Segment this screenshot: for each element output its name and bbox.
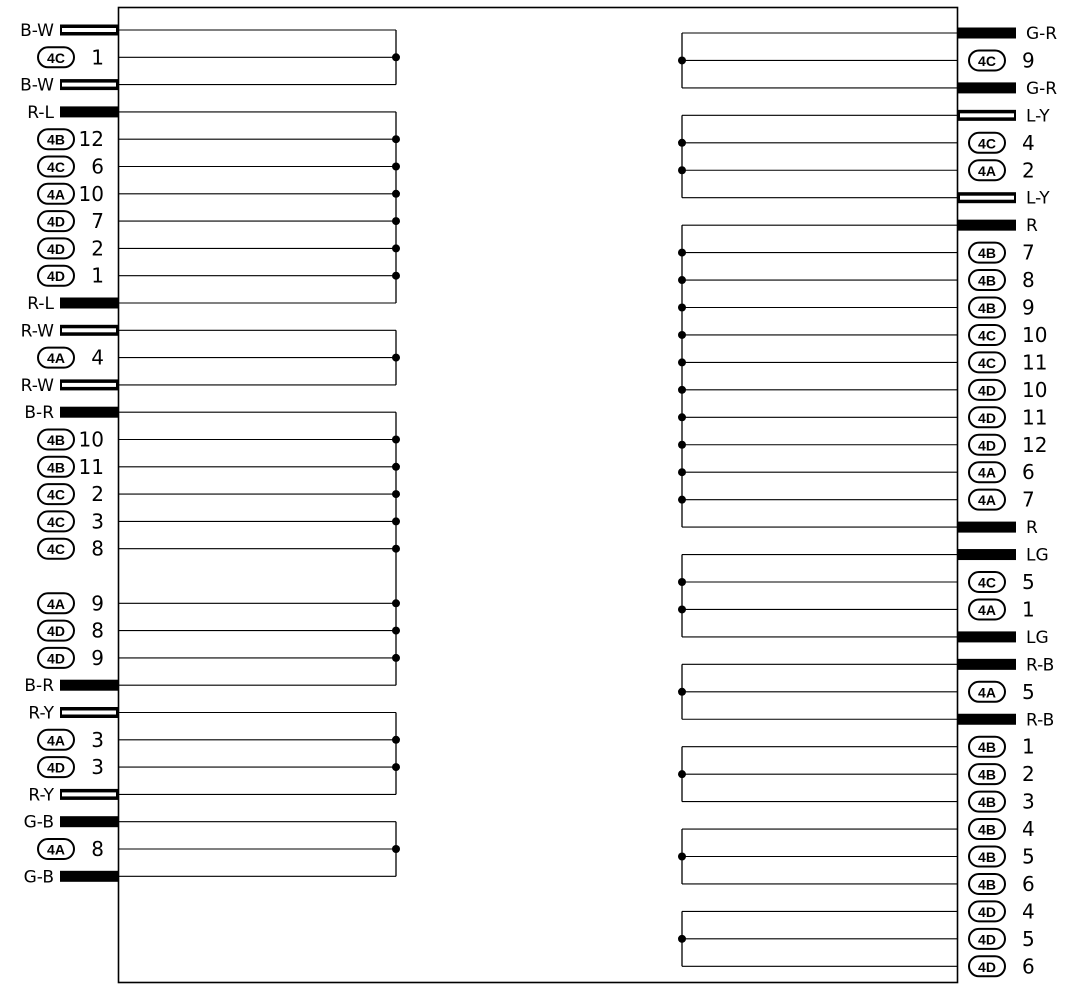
- junction-dot: [392, 436, 400, 444]
- bus-group: [392, 822, 400, 877]
- wire-color-label: B-R: [24, 676, 54, 697]
- connector-badge: [38, 539, 74, 559]
- connector-id: 4D: [47, 759, 65, 776]
- pin-number: 12: [78, 127, 104, 152]
- connector-id: 4B: [47, 432, 65, 448]
- connector-id: 4B: [47, 131, 65, 148]
- junction-dot: [392, 463, 400, 471]
- pin-row: [38, 127, 396, 151]
- pin-number: 10: [78, 427, 104, 452]
- pin-row: [682, 323, 1047, 347]
- wire-color-label: R-W: [20, 375, 54, 396]
- pin-row: [38, 455, 396, 479]
- connector-id: 4B: [978, 876, 996, 893]
- wire-stub-solid: [60, 871, 118, 882]
- bus-group: [392, 713, 400, 795]
- wire-stub-striped: [60, 79, 118, 90]
- bus-group: [678, 555, 686, 637]
- connector-id: 4B: [47, 459, 65, 476]
- pin-row: [38, 728, 396, 752]
- pin-row: [38, 646, 396, 670]
- connector-badge: [969, 160, 1005, 180]
- pin-number: 3: [91, 727, 104, 752]
- wire-stub-solid: [958, 631, 1016, 642]
- connector-id: 4D: [47, 650, 65, 667]
- junction-dot: [392, 736, 400, 744]
- connector-badge: [38, 839, 74, 859]
- connector-id: 4C: [978, 327, 996, 344]
- connector-id: 4D: [47, 623, 65, 640]
- wire-stub-striped: [60, 25, 118, 36]
- connector-id: 4D: [978, 931, 996, 948]
- wire-stub-solid: [958, 549, 1016, 560]
- bus-group: [678, 911, 686, 966]
- pin-row: [38, 182, 396, 206]
- pin-row: [682, 597, 1035, 621]
- wire-row: [682, 518, 1038, 538]
- junction-dot: [392, 545, 400, 553]
- connector-badge: [969, 352, 1005, 372]
- pin-number: 1: [91, 45, 104, 70]
- wire-color-label: L-Y: [1026, 188, 1050, 209]
- connector-id: 4A: [978, 601, 996, 618]
- junction-dot: [392, 763, 400, 771]
- connector-id: 4B: [978, 245, 996, 262]
- wire-row: [24, 403, 396, 423]
- connector-id: 4C: [47, 541, 65, 558]
- junction-dot: [678, 496, 686, 504]
- pin-number: 10: [1022, 322, 1048, 347]
- connector-badge: [969, 901, 1005, 921]
- pin-row: [682, 927, 1035, 951]
- connector-id: 4A: [978, 684, 996, 701]
- wire-stub-solid: [60, 106, 118, 117]
- connector-badge: [969, 572, 1005, 592]
- junction-dot: [678, 358, 686, 366]
- wire-stub-solid: [60, 816, 118, 827]
- wire-stub-solid: [60, 407, 118, 418]
- pin-row: [682, 735, 1035, 759]
- pin-row: [38, 755, 396, 779]
- pin-number: 9: [1022, 295, 1035, 320]
- connector-id: 4A: [47, 595, 65, 612]
- connector-badge: [38, 211, 74, 231]
- junction-dot: [678, 468, 686, 476]
- wire-row: [20, 21, 396, 41]
- connector-badge: [969, 792, 1005, 812]
- pin-number: 4: [1022, 817, 1035, 842]
- connector-id: 4D: [47, 213, 65, 230]
- pin-number: 1: [91, 263, 104, 288]
- junction-dot: [392, 53, 400, 61]
- junction-dot: [678, 688, 686, 696]
- connector-badge: [38, 511, 74, 531]
- pin-number: 10: [78, 181, 104, 206]
- pin-row: [682, 378, 1047, 402]
- junction-dot: [392, 490, 400, 498]
- pin-row: [38, 236, 396, 260]
- wire-color-label: LG: [1026, 627, 1049, 648]
- pin-row: [682, 680, 1035, 704]
- pin-number: 4: [1022, 130, 1035, 155]
- bus-group: [392, 412, 400, 685]
- pin-number: 2: [1022, 762, 1035, 787]
- pin-row: [682, 817, 1035, 841]
- connector-badge: [969, 819, 1005, 839]
- pin-row: [682, 48, 1035, 72]
- connector-id: 4D: [47, 268, 65, 285]
- connector-id: 4C: [978, 354, 996, 371]
- connector-badge: [38, 184, 74, 204]
- pin-number: 11: [1022, 405, 1048, 430]
- connector-id: 4D: [978, 409, 996, 426]
- bus-group: [678, 33, 686, 88]
- connector-badge: [38, 238, 74, 258]
- connector-badge: [969, 490, 1005, 510]
- junction-dot: [392, 244, 400, 252]
- wire-color-label: L-Y: [1026, 106, 1050, 127]
- wire-stub-striped: [958, 110, 1016, 121]
- wire-stub-solid: [958, 522, 1016, 533]
- pin-row: [682, 433, 1047, 457]
- junction-dot: [678, 386, 686, 394]
- bus-group: [392, 30, 400, 85]
- pin-number: 3: [91, 755, 104, 780]
- pin-number: 9: [91, 645, 104, 670]
- wire-color-label: G-R: [1026, 78, 1058, 99]
- pin-row: [682, 131, 1035, 155]
- wire-row: [24, 867, 396, 887]
- connector-id: 4B: [978, 739, 996, 756]
- connector-badge: [969, 243, 1005, 263]
- wire-row: [27, 103, 396, 123]
- junction-dot: [392, 272, 400, 280]
- pin-row: [38, 837, 396, 861]
- connector-badge: [969, 956, 1005, 976]
- pin-number: 4: [1022, 899, 1035, 924]
- junction-dot: [678, 413, 686, 421]
- connector-badge: [38, 730, 74, 750]
- connector-badge: [969, 435, 1005, 455]
- wire-color-label: B-W: [20, 21, 54, 41]
- junction-dot: [392, 517, 400, 525]
- connector-badge: [38, 47, 74, 67]
- pin-row: [682, 268, 1035, 292]
- pin-row: [682, 296, 1035, 320]
- wire-row: [682, 24, 1057, 44]
- wire-color-label: LG: [1026, 545, 1049, 566]
- wire-color-label: R-Y: [28, 703, 54, 724]
- connector-id: 4C: [47, 486, 65, 503]
- junction-dot: [678, 935, 686, 943]
- wire-color-label: R-W: [20, 321, 54, 342]
- pin-row: [38, 346, 396, 370]
- junction-dot: [392, 135, 400, 143]
- wire-row: [21, 376, 396, 396]
- pin-number: 7: [1022, 240, 1035, 265]
- wire-color-label: B-W: [20, 75, 54, 96]
- junction-dot: [678, 605, 686, 613]
- connector-badge: [969, 929, 1005, 949]
- pin-number: 6: [1022, 871, 1035, 896]
- pin-number: 7: [91, 209, 104, 234]
- junction-block-outline: [119, 8, 958, 983]
- connector-badge: [38, 266, 74, 286]
- wire-color-label: G-R: [1026, 24, 1058, 44]
- bus-group: [678, 829, 686, 884]
- junction-dot: [678, 139, 686, 147]
- pin-number: 10: [1022, 377, 1048, 402]
- connector-id: 4C: [978, 574, 996, 591]
- junction-dot: [678, 56, 686, 64]
- right-side-connections: [678, 24, 1057, 978]
- wire-color-label: R: [1026, 216, 1038, 237]
- wire-stub-solid: [60, 680, 118, 691]
- connector-badge: [38, 593, 74, 613]
- connector-id: 4D: [978, 382, 996, 399]
- connector-id: 4B: [978, 272, 996, 289]
- connector-badge: [38, 348, 74, 368]
- pin-number: 6: [1022, 460, 1035, 485]
- pin-row: [38, 509, 396, 533]
- pin-row: [38, 619, 396, 643]
- wire-row: [682, 628, 1049, 648]
- pin-row: [682, 488, 1035, 512]
- wire-stub-striped: [60, 789, 118, 800]
- wire-color-label: B-R: [24, 403, 54, 424]
- connector-id: 4A: [47, 350, 65, 367]
- pin-number: 9: [1022, 48, 1035, 73]
- pin-number: 6: [1022, 954, 1035, 979]
- pin-number: 5: [1022, 926, 1035, 951]
- pin-row: [38, 264, 396, 288]
- pin-row: [682, 241, 1035, 265]
- bus-group: [392, 330, 400, 385]
- connector-badge: [969, 133, 1005, 153]
- pin-number: 11: [1022, 350, 1048, 375]
- wire-stub-solid: [958, 82, 1016, 93]
- connector-badge: [969, 270, 1005, 290]
- pin-row: [682, 899, 1035, 923]
- left-side-connections: [20, 21, 400, 887]
- connector-id: 4C: [47, 49, 65, 66]
- connector-id: 4A: [978, 162, 996, 179]
- wire-row: [682, 106, 1050, 126]
- junction-dot: [678, 770, 686, 778]
- connector-id: 4B: [978, 300, 996, 316]
- wire-color-label: R-B: [1026, 710, 1055, 731]
- pin-number: 2: [91, 236, 104, 261]
- connector-badge: [969, 847, 1005, 867]
- pin-row: [682, 570, 1035, 594]
- connector-badge: [969, 50, 1005, 70]
- bus-group: [678, 225, 686, 527]
- wire-color-label: R-L: [27, 102, 54, 123]
- junction-dot: [678, 276, 686, 284]
- pin-row: [682, 405, 1047, 429]
- pin-row: [682, 350, 1047, 374]
- pin-number: 3: [91, 509, 104, 534]
- junction-dot: [678, 249, 686, 257]
- wire-color-label: R-Y: [28, 785, 54, 806]
- connector-id: 4A: [47, 732, 65, 749]
- junction-dot: [392, 654, 400, 662]
- connector-badge: [38, 757, 74, 777]
- wire-row: [682, 655, 1054, 675]
- pin-row: [682, 158, 1035, 182]
- connector-badge: [38, 648, 74, 668]
- connector-badge: [969, 764, 1005, 784]
- connector-id: 4A: [978, 464, 996, 481]
- pin-row: [682, 954, 1035, 978]
- pin-number: 8: [91, 536, 104, 561]
- wire-row: [682, 216, 1038, 236]
- connector-badge: [969, 599, 1005, 619]
- pin-number: 4: [91, 345, 104, 370]
- wire-row: [27, 294, 396, 314]
- connector-id: 4D: [47, 240, 65, 257]
- junction-dot: [392, 354, 400, 362]
- pin-row: [38, 482, 396, 506]
- connector-id: 4C: [978, 52, 996, 69]
- bus-group: [392, 112, 400, 303]
- pin-row: [38, 45, 396, 69]
- pin-number: 6: [91, 154, 104, 179]
- junction-dot: [392, 217, 400, 225]
- wire-stub-solid: [958, 28, 1016, 39]
- pin-row: [38, 537, 396, 561]
- connector-badge: [969, 407, 1005, 427]
- wire-stub-striped: [60, 379, 118, 390]
- wire-row: [24, 676, 396, 696]
- connector-badge: [38, 621, 74, 641]
- connector-badge: [38, 157, 74, 177]
- pin-number: 8: [91, 837, 104, 861]
- pin-row: [38, 591, 396, 615]
- connector-badge: [969, 380, 1005, 400]
- bus-group: [678, 747, 686, 802]
- pin-number: 5: [1022, 570, 1035, 594]
- wire-row: [21, 321, 396, 341]
- pin-number: 2: [1022, 158, 1035, 183]
- pin-number: 7: [1022, 487, 1035, 512]
- bus-group: [678, 664, 686, 719]
- connector-badge: [969, 737, 1005, 757]
- junction-dot: [392, 599, 400, 607]
- connector-id: 4B: [978, 766, 996, 783]
- pin-row: [38, 155, 396, 179]
- connector-badge: [38, 129, 74, 149]
- connector-id: 4C: [47, 159, 65, 175]
- junction-dot: [678, 441, 686, 449]
- pin-row: [38, 428, 396, 452]
- connector-id: 4D: [978, 437, 996, 454]
- junction-dot: [392, 163, 400, 171]
- pin-row: [682, 790, 1035, 814]
- wire-row: [24, 813, 396, 833]
- pin-number: 2: [91, 482, 104, 507]
- connector-badge: [38, 457, 74, 477]
- junction-dot: [392, 845, 400, 853]
- pin-number: 1: [1022, 734, 1035, 759]
- connector-id: 4A: [978, 492, 996, 509]
- wire-row: [682, 546, 1049, 566]
- pin-number: 12: [1022, 432, 1048, 457]
- wire-stub-striped: [60, 325, 118, 336]
- pin-row: [682, 845, 1035, 869]
- connector-id: 4A: [47, 841, 65, 858]
- connector-badge: [969, 462, 1005, 482]
- wire-row: [28, 785, 396, 805]
- bus-group: [678, 115, 686, 197]
- connector-id: 4B: [978, 821, 996, 838]
- pin-number: 1: [1022, 597, 1035, 622]
- pin-number: 3: [1022, 789, 1035, 814]
- connector-id: 4D: [978, 958, 996, 975]
- junction-dot: [678, 166, 686, 174]
- connector-id: 4C: [47, 513, 65, 530]
- wire-color-label: R-L: [27, 294, 54, 314]
- connector-badge: [38, 430, 74, 450]
- wire-row: [28, 704, 396, 724]
- wire-stub-striped: [958, 192, 1016, 203]
- connector-id: 4B: [978, 849, 996, 865]
- junction-dot: [392, 627, 400, 635]
- connector-id: 4A: [47, 186, 65, 203]
- wire-row: [682, 189, 1050, 209]
- junction-dot: [678, 853, 686, 861]
- connector-badge: [969, 874, 1005, 894]
- pin-row: [682, 872, 1035, 896]
- wire-stub-striped: [60, 707, 118, 718]
- connector-id: 4D: [978, 903, 996, 920]
- wire-stub-solid: [60, 298, 118, 309]
- wire-row: [20, 76, 396, 96]
- connector-id: 4B: [978, 794, 996, 811]
- connector-id: 4C: [978, 135, 996, 152]
- wire-stub-solid: [958, 220, 1016, 231]
- connector-badge: [969, 298, 1005, 318]
- junction-dot: [678, 331, 686, 339]
- wire-stub-solid: [958, 659, 1016, 670]
- pin-number: 8: [1022, 268, 1035, 293]
- wire-stub-solid: [958, 714, 1016, 725]
- pin-number: 5: [1022, 844, 1035, 869]
- connector-badge: [38, 484, 74, 504]
- wire-color-label: R: [1026, 518, 1038, 539]
- wire-color-label: G-B: [23, 812, 54, 833]
- connector-badge: [969, 325, 1005, 345]
- junction-dot: [392, 190, 400, 198]
- pin-row: [682, 762, 1035, 786]
- pin-number: 9: [91, 591, 104, 616]
- wire-color-label: R-B: [1026, 655, 1055, 676]
- pin-number: 11: [78, 454, 104, 479]
- wire-row: [682, 79, 1057, 99]
- junction-dot: [678, 304, 686, 312]
- pin-number: 8: [91, 618, 104, 643]
- connector-badge: [969, 682, 1005, 702]
- pin-row: [38, 209, 396, 233]
- wire-color-label: G-B: [23, 867, 54, 888]
- junction-dot: [678, 578, 686, 586]
- pin-row: [682, 460, 1035, 484]
- pin-number: 5: [1022, 679, 1035, 704]
- wire-row: [682, 710, 1054, 730]
